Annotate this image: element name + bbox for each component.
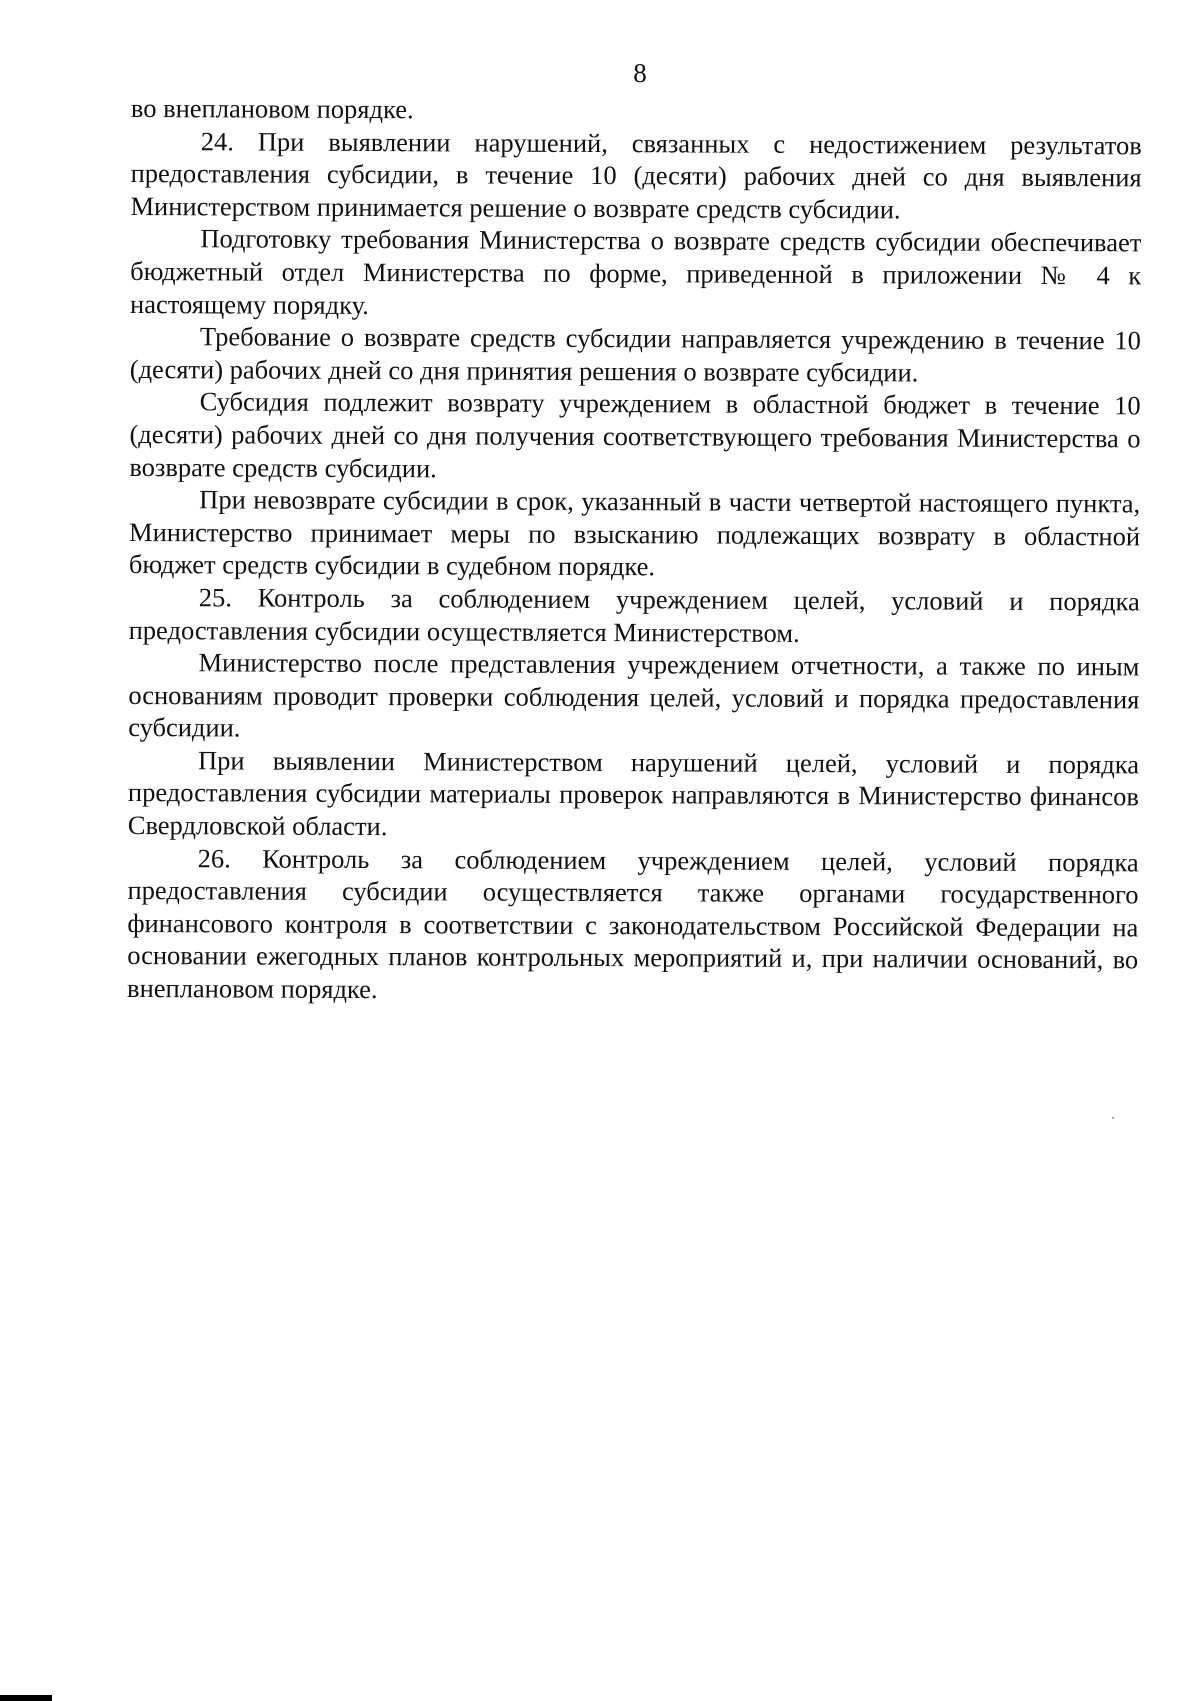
page-number: 8 bbox=[633, 58, 647, 88]
paragraph-non-return: При невозврате субсидии в срок, указанный в части четвертой настоящего пункта, Министерство принимает меры по взысканию подлежащих возврату в областной бюджет средств субсидии в судебном порядке. bbox=[128, 484, 1141, 582]
scan-edge-mark bbox=[0, 1695, 52, 1701]
paragraph-item-24: 24. При выявлении нарушений, связанных с недостижением результатов предоставления субсидии, в течение 10 (десяти) рабочих дней со дня выявления Министерством принимается решение о возврате средств субсидии. bbox=[130, 125, 1142, 225]
paragraph-violations: При выявлении Министерством нарушений целей, условий и порядка предоставления субсидии материалы проверок направляются в Министерство финансов Свердловской области. bbox=[127, 745, 1140, 842]
document-body bbox=[127, 92, 1142, 1009]
paragraph-requirement-sending: Требование о возврате средств субсидии направляется учреждению в течение 10 (десяти) рабочих дней со дня принятия решения о возврате субсидии. bbox=[129, 321, 1141, 388]
paragraph-subsidy-return: Субсидия подлежит возврату учреждением в областной бюджет в течение 10 (десяти) рабочих дней со дня получения соответствующего требования Министерства о возврате средств субсидии. bbox=[129, 386, 1141, 483]
paragraph-requirement-preparation: Подготовку требования Министерства о возврате средств субсидии обеспечивает бюджетный отдел Министерства по форме, приведенной в приложении № 4 к настоящему порядку. bbox=[130, 223, 1142, 320]
paragraph-item-26: 26. Контроль за соблюдением учреждением целей, условий порядка предоставления субсидии осуществляется также органами государственного финансового контроля в соответствии с законодательством Российской Федерации на основании ежегодных планов контрольных мероприятий и, при наличии оснований, во внеплановом порядке. bbox=[127, 842, 1139, 1005]
paragraph-inspections: Министерство после представления учреждением отчетности, а также по иным основаниям проводит проверки соблюдения целей, условий и порядка предоставления субсидии. bbox=[128, 647, 1140, 743]
paragraph-item-25: 25. Контроль за соблюдением учреждением целей, условий и порядка предоставления субсидии осуществляется Министерством. bbox=[128, 582, 1140, 648]
scan-speck bbox=[1112, 1117, 1114, 1119]
paragraph-continuation: во внеплановом порядке. bbox=[130, 92, 414, 125]
